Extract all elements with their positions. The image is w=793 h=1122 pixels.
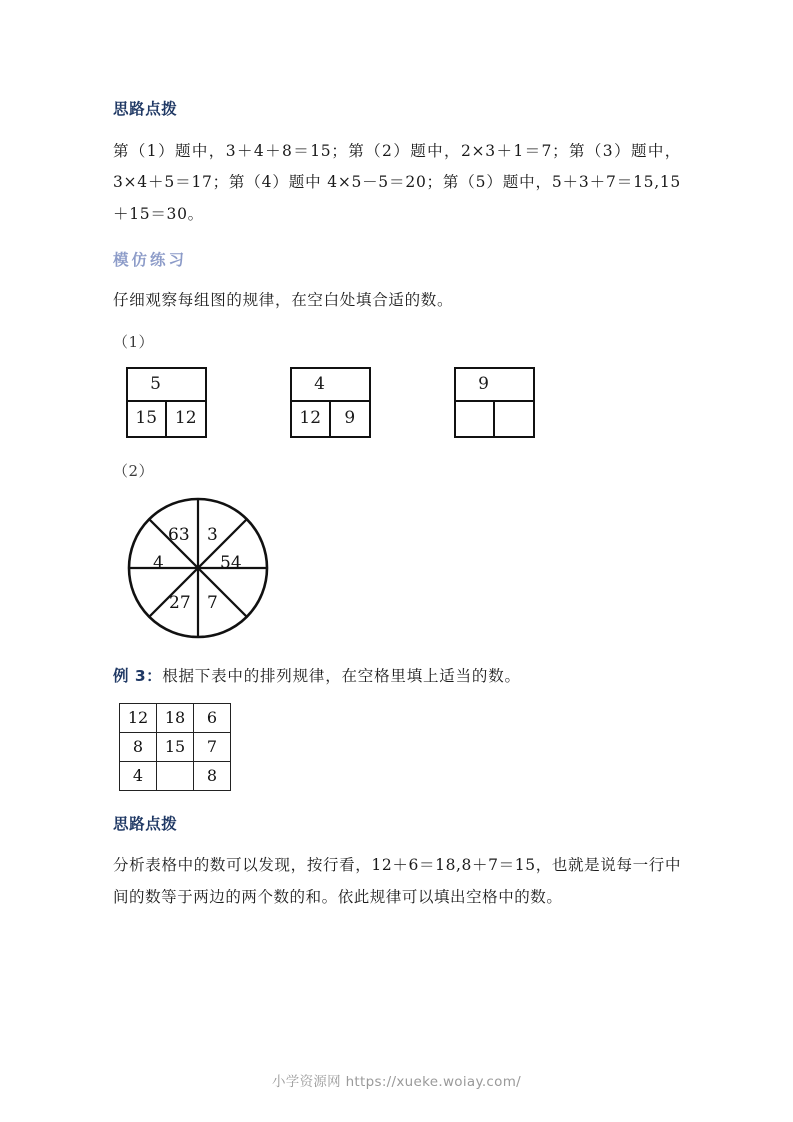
box-diagram-group (126, 367, 681, 438)
spacer (113, 438, 681, 462)
cell-r2c2: 15 (157, 732, 194, 761)
hint-body-1: 第（1）题中，3＋4＋8＝15；第（2）题中，2×3＋1＝7；第（3）题中，3×4＋5＝17；第（4）题中 4×5－5＝20；第（5）题中，5＋3＋7＝15,15＋15＝30。 (113, 141, 681, 224)
cell-r1c3: 6 (194, 703, 231, 732)
cell-r2c3: 7 (194, 732, 231, 761)
cell-r3c3: 8 (194, 761, 231, 790)
footer-watermark: 小学资源网 https://xueke.woiay.com/ (271, 1074, 522, 1090)
circle-sector-upper-left-inner: 63 (168, 525, 190, 546)
circle-sector-lower-right-inner: 7 (207, 593, 218, 614)
document-content (113, 100, 681, 914)
example-3-text: 根据下表中的排列规律，在空格里填上适当的数。 (162, 667, 521, 686)
circle-sector-upper-right-inner: 3 (207, 525, 218, 546)
box-3-bottom-left-cell (456, 402, 495, 436)
table-row (120, 761, 231, 790)
box-3-bottom-row (456, 402, 533, 436)
cell-r3c1: 4 (120, 761, 157, 790)
circle-sector-upper-left-outer: 4 (153, 553, 164, 574)
table-row (120, 732, 231, 761)
practice-heading: 模仿练习 (113, 249, 188, 269)
box-2-bottom-right-cell: 9 (344, 408, 356, 429)
cell-r1c1: 12 (120, 703, 157, 732)
number-grid-table (119, 703, 231, 791)
box-2-bottom-row (292, 402, 369, 436)
spacer (113, 317, 681, 333)
example-3-label: 例 3： (113, 667, 163, 686)
box-1-bottom-left-cell: 15 (128, 402, 167, 436)
circle-sector-upper-right-outer: 54 (220, 553, 242, 574)
cell-r3c2 (157, 761, 194, 790)
example-3-heading (113, 665, 681, 688)
box-3-bottom-right-cell (495, 402, 534, 436)
hint-heading-2: 思路点拨 (113, 814, 178, 833)
hint-body-2: 分析表格中的数可以发现，按行看，12＋6＝18,8＋7＝15，也就是说每一行中间的数等于两边的两个数的和。依此规律可以填出空格中的数。 (113, 856, 681, 906)
cell-r1c2: 18 (157, 703, 194, 732)
box-1-bottom-row (128, 402, 205, 436)
box-diagram-1 (126, 367, 207, 438)
practice-item-1-label: （1） (113, 333, 155, 352)
box-diagram-2 (290, 367, 371, 438)
box-1-top-cell: 5 (128, 369, 205, 402)
box-2-top-cell: 4 (292, 369, 369, 402)
cell-r2c1: 8 (120, 732, 157, 761)
hint-heading-1: 思路点拨 (113, 100, 178, 118)
circle-diagram-svg (125, 495, 271, 641)
box-2-bottom-left-cell: 12 (292, 402, 331, 436)
practice-item-2-label: （2） (113, 461, 155, 480)
spacer (113, 791, 681, 815)
spacer (113, 641, 681, 665)
box-diagram-3 (454, 367, 535, 438)
spacer (113, 231, 681, 251)
practice-instruction: 仔细观察每组图的规律，在空白处填合适的数。 (113, 291, 454, 310)
circle-diagram (125, 495, 271, 641)
box-1-bottom-right-cell: 12 (174, 408, 197, 429)
box-3-top-cell: 9 (456, 369, 533, 402)
table-row (120, 703, 231, 732)
circle-sector-lower-left-inner: 27 (169, 593, 191, 614)
